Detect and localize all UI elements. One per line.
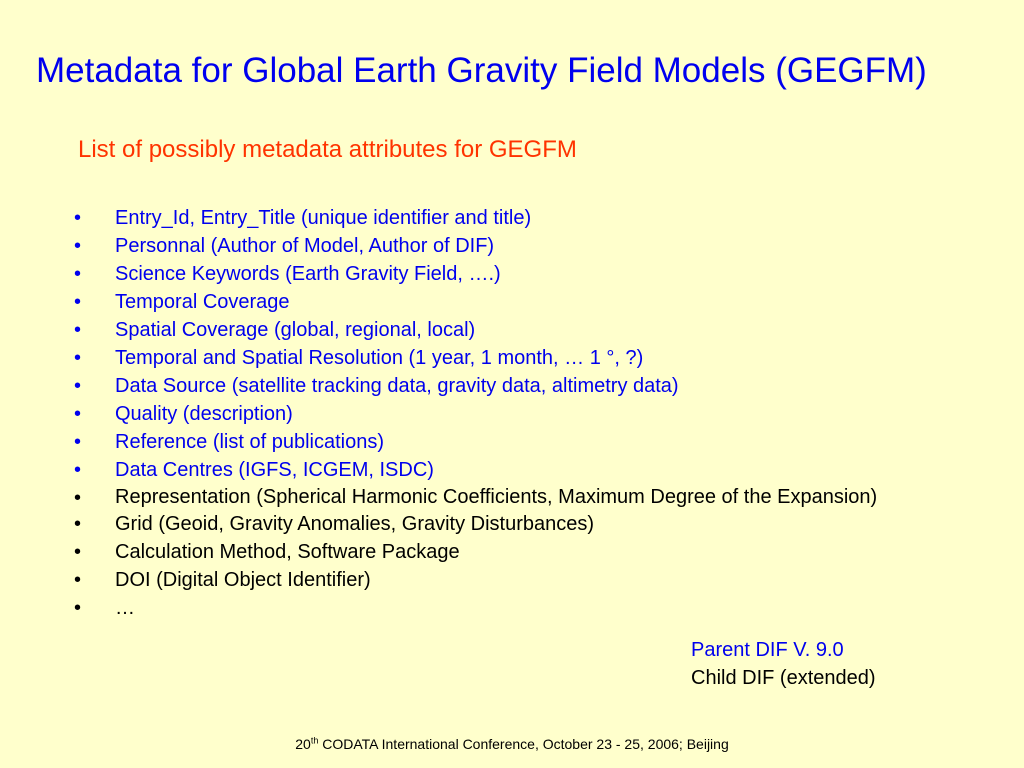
- list-item-text: Reference (list of publications): [115, 431, 385, 453]
- list-item: [74, 568, 954, 592]
- bullet-icon: •: [74, 597, 82, 619]
- list-item: [74, 540, 954, 564]
- list-item-text: Entry_Id, Entry_Title (unique identifier and title): [115, 207, 532, 229]
- list-item-text: Science Keywords (Earth Gravity Field, ….): [115, 263, 501, 285]
- list-item-text: Temporal and Spatial Resolution (1 year, 1 month, … 1 °, ?): [115, 347, 644, 369]
- list-item-text: Temporal Coverage: [115, 291, 290, 313]
- bullet-icon: •: [74, 291, 82, 313]
- list-item-text: …: [115, 597, 135, 619]
- bullet-icon: •: [74, 319, 82, 341]
- list-item: [74, 402, 954, 426]
- list-item: [74, 318, 954, 342]
- list-item: [74, 512, 954, 536]
- metadata-attribute-list: [74, 206, 954, 624]
- list-item: [74, 262, 954, 286]
- slide-subtitle: List of possibly metadata attributes for GEGFM: [78, 136, 577, 163]
- list-item: [74, 430, 954, 454]
- list-item-text: Representation (Spherical Harmonic Coefficients, Maximum Degree of the Expansion): [115, 486, 878, 508]
- list-item-text: Data Centres (IGFS, ICGEM, ISDC): [115, 459, 434, 481]
- bullet-icon: •: [74, 235, 82, 257]
- bullet-icon: •: [74, 541, 82, 563]
- list-item: [74, 234, 954, 258]
- bullet-icon: •: [74, 569, 82, 591]
- bullet-icon: •: [74, 263, 82, 285]
- dif-legend: [691, 636, 876, 692]
- slide-footer: [0, 736, 1024, 752]
- list-item-text: Data Source (satellite tracking data, gravity data, altimetry data): [115, 375, 679, 397]
- bullet-icon: •: [74, 513, 82, 535]
- list-item-text: Grid (Geoid, Gravity Anomalies, Gravity Disturbances): [115, 513, 595, 535]
- bullet-icon: •: [74, 207, 82, 229]
- bullet-icon: •: [74, 375, 82, 397]
- bullet-icon: •: [74, 431, 82, 453]
- list-item: [74, 290, 954, 314]
- slide-title: Metadata for Global Earth Gravity Field Models (GEGFM): [36, 51, 927, 90]
- bullet-icon: •: [74, 347, 82, 369]
- list-item-text: Calculation Method, Software Package: [115, 541, 460, 563]
- bullet-icon: •: [74, 459, 82, 481]
- bullet-icon: •: [74, 403, 82, 425]
- bullet-icon: •: [74, 487, 82, 509]
- footer-text: CODATA International Conference, October 23 - 25, 2006; Beijing: [318, 736, 729, 752]
- list-item: [74, 206, 954, 230]
- legend-parent-dif: Parent DIF V. 9.0: [691, 639, 844, 661]
- legend-child-dif: Child DIF (extended): [691, 667, 876, 689]
- list-item: [74, 596, 954, 620]
- list-item: [74, 346, 954, 370]
- list-item: [74, 374, 954, 398]
- footer-number: 20: [295, 736, 311, 752]
- list-item-text: Spatial Coverage (global, regional, local): [115, 319, 476, 341]
- list-item-text: DOI (Digital Object Identifier): [115, 569, 371, 591]
- list-item: [74, 458, 954, 482]
- list-item: [74, 486, 954, 508]
- footer-superscript: th: [310, 735, 319, 746]
- list-item-text: Personnal (Author of Model, Author of DIF): [115, 235, 495, 257]
- list-item-text: Quality (description): [115, 403, 293, 425]
